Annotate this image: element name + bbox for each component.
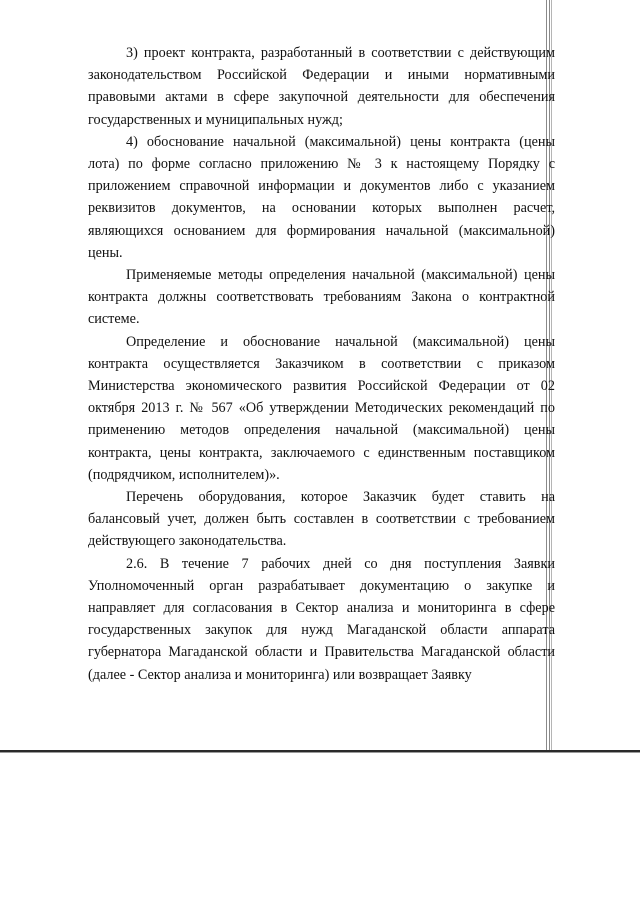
- paragraph-methods: Применяемые методы определения начальной (максимальной) цены контракта должны соответствовать требованиям Закона о контрактной системе.: [88, 267, 555, 328]
- paragraph-item-3: 3) проект контракта, разработанный в соответствии с действующим законодательством Российской Федерации и иными нормативными правовыми актами в сфере закупочной деятельности для обеспечения государственных и муниципальных нужд;: [88, 45, 555, 128]
- paragraph-equipment: Перечень оборудования, которое Заказчик будет ставить на балансовый учет, должен быть составлен в соответствии с требованием действующего законодательства.: [88, 489, 555, 550]
- paragraph-item-4: 4) обоснование начальной (максимальной) цены контракта (цены лота) по форме согласно приложению № 3 к настоящему Порядку с приложением справочной информации и документов либо с указанием реквизитов документов, на основании которых выполнен расчет, являющихся основанием для формирования начальной (максимальной) цены.: [88, 133, 555, 261]
- document-body: [88, 42, 555, 686]
- paragraph-2-6: 2.6. В течение 7 рабочих дней со дня поступления Заявки Уполномоченный орган разрабатывает документацию о закупке и направляет для согласования в Сектор анализа и мониторинга в сфере государственных закупок для нужд Магаданской области аппарата губернатора Магаданской области и Правительства Магаданской области (далее - Сектор анализа и мониторинга) или возвращает Заявку: [88, 555, 555, 683]
- page-bottom-rule-shadow: [0, 752, 640, 753]
- paragraph-determination: Определение и обоснование начальной (максимальной) цены контракта осуществляется Заказчиком в соответствии с приказом Министерства экономического развития Российской Федерации от 02 октября 2013 г. № 567 «Об утверждении Методических рекомендаций по применению методов определения начальной (максимальной) цены контракта, цены контракта, заключаемого с единственным поставщиком (подрядчиком, исполнителем)».: [88, 333, 555, 483]
